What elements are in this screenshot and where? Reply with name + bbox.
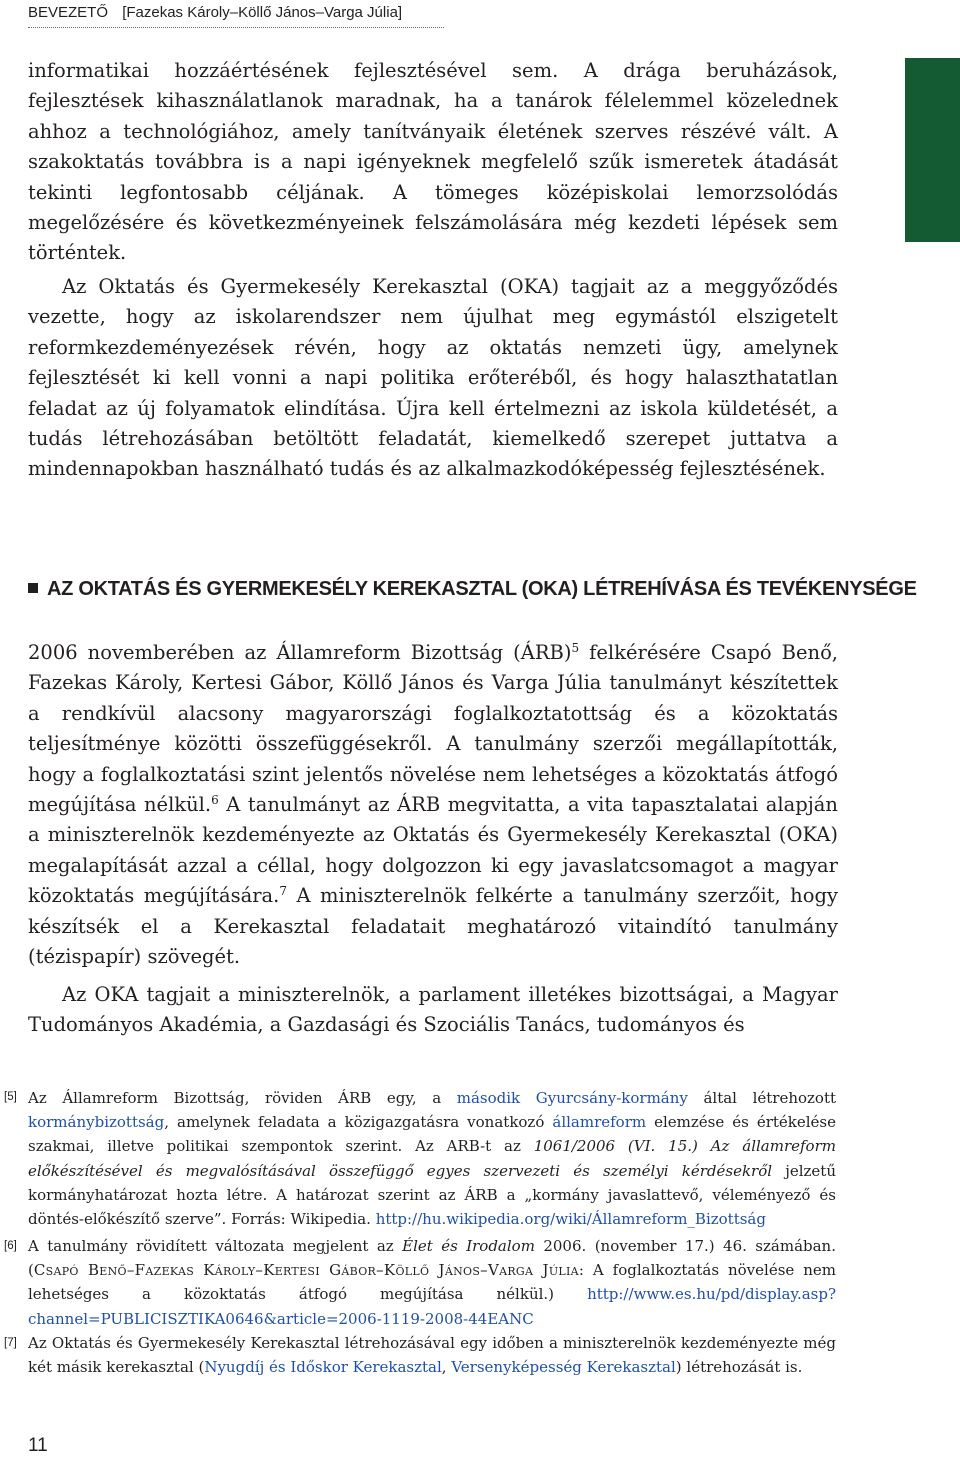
link-nyugdij-es-idoskor-kerekasztal[interactable]: Nyugdíj és Időskor Kerekasztal [204, 1358, 442, 1377]
footnote-ref-6[interactable]: 6 [211, 793, 219, 808]
footnote-text: , [441, 1358, 452, 1377]
footnote-6 [28, 1234, 836, 1331]
footnote-text: , amelynek feladata a közigazgatásra vonatkozó [164, 1113, 553, 1132]
footnote-italic-journal: Élet és Irodalom [402, 1237, 535, 1255]
footnote-text: 2006. (november 17.) 46. számában. ( [28, 1237, 836, 1280]
footnote-text: jelzetű kormányhatározat hozta létre. A határozat szerint az ÁRB a „kormány javaslattevő, véleményező és döntés-előkészítő szerve”. Forrás: Wikipedia. [28, 1161, 836, 1229]
link-allamreform[interactable]: államreform [552, 1113, 647, 1132]
link-es-hu-article[interactable]: http://www.es.hu/pd/display.asp?channel=PUBLICISZTIKA0646&article=2006-1119-2008-44EANC [28, 1285, 836, 1328]
footnote-ref-7[interactable]: 7 [279, 884, 287, 899]
section-paragraph-1-text-d: A miniszterelnök felkérte a tanulmány szerzőit, hogy készítsék el a Kerekasztal feladatait meghatározó vitaindító tanulmány (tézispapír) szövegét. [28, 884, 838, 969]
footnote-italic-title: 1061/2006 (VI. 15.) Az államreform előkészítésével és megvalósításával összefüggő egyes szervezeti és személyi kérdésekről [28, 1137, 836, 1180]
footnote-text: által létrehozott [687, 1089, 836, 1107]
running-head-section: BEVEZETŐ [28, 4, 109, 21]
page-number: 11 [28, 1435, 48, 1456]
footnote-number-7: [7] [4, 1337, 17, 1349]
running-head-rule [28, 27, 444, 28]
chapter-side-tab [905, 58, 960, 242]
section-paragraph-1-text-a: 2006 novemberében az Államreform Bizottság (ÁRB) [28, 641, 572, 664]
section-paragraph-2-text: Az OKA tagjait a miniszterelnök, a parlament illetékes bizottságai, a Magyar Tudományos Akadémia, a Gazdasági és Szociális Tanács, tudományos és [28, 983, 838, 1037]
running-head [28, 4, 402, 21]
footnote-text: : A foglalkoztatás növelése nem lehetséges a közoktatás átfogó megújítása nélkül.) [28, 1261, 836, 1304]
section-paragraph-2 [28, 980, 838, 1041]
section-heading-text: AZ OKTATÁS ÉS GYERMEKESÉLY KEREKASZTAL (OKA) LÉTREHÍVÁSA ÉS TEVÉKENYSÉGE [47, 578, 917, 600]
footnote-authors-smallcaps: Csapó Benő–Fazekas Károly–Kertesi Gábor–Köllő János–Varga Júlia [33, 1261, 579, 1280]
footnote-5 [28, 1086, 836, 1231]
body-paragraph-2-text: Az Oktatás és Gyermekesély Kerekasztal (OKA) tagjait az a meggyőződés vezette, hogy az iskolarendszer nem újulhat meg egymástól elszigetelt reformkezdeményezések révén, hogy az oktatás nemzeti ügy, amelynek fejlesztését ki kell vonni a napi politika erőteréből, és hogy halaszthatatlan feladat az új folyamatok elindítása. Újra kell értelmezni az iskola küldetését, a tudás létrehozásában betöltött feladatát, kiemelkedő szerepet juttatva a mindennapokban használható tudás és az alkalmazkodóképesség fejlesztésének. [28, 275, 838, 481]
section-paragraph-1 [28, 638, 838, 972]
link-kormanybizottsag[interactable]: kormánybizottság [28, 1113, 165, 1132]
square-bullet-icon [28, 583, 38, 593]
footnote-text: Az Államreform Bizottság, röviden ÁRB egy, a [28, 1089, 457, 1107]
link-wikipedia-allamreform-bizottsag[interactable]: http://hu.wikipedia.org/wiki/Államreform_Bizottság [375, 1210, 766, 1229]
footnote-number-6: [6] [4, 1240, 17, 1252]
footnote-text: ) létrehozását is. [675, 1358, 803, 1377]
section-paragraph-1-text-b: felkérésére Csapó Benő, Fazekas Károly, Kertesi Gábor, Köllő János és Varga Júlia tanulmányt készítettek a rendkívül alacsony magyarországi foglalkoztatottság és a közoktatás teljesítménye közötti összefüggésekről. A tanulmány szerzői megállapították, hogy a foglalkoztatási szint jelentős növelése nem lehetséges a közoktatás átfogó megújítása nélkül. [28, 641, 839, 817]
body-paragraph-2 [28, 272, 838, 485]
footnote-ref-5[interactable]: 5 [571, 641, 580, 655]
body-paragraph-1: informatikai hozzáértésének fejlesztésével sem. A drága beruházások, fejlesztések kihasználatlanok maradnak, ha a tanárok félelemmel közelednek ahhoz a technológiához, amely tanítványaik életének szerves részévé vált. A szakoktatás továbbra is a napi igényeknek megfelelő szűk ismeretek átadását tekinti legfontosabb céljának. A tömeges középiskolai lemorzsolódás megelőzésére és következményeinek felszámolására még kezdeti lépések sem történtek. [28, 59, 838, 265]
section-paragraph-1-text-c: A tanulmányt az ÁRB megvitatta, a vita tapasztalatai alapján a miniszterelnök kezdeményezte az Oktatás és Gyermekesély Kerekasztal (OKA) megalapítását azzal a céllal, hogy dolgozzon ki egy javaslatcsomagot a magyar közoktatás megújítására. [28, 793, 838, 908]
running-head-authors: [Fazekas Károly–Köllő János–Varga Júlia] [122, 4, 403, 21]
section-heading [28, 578, 917, 601]
footnote-text: Az Oktatás és Gyermekesély Kerekasztal létrehozásával egy időben a miniszterelnök kezdeményezte még két másik kerekasztal ( [28, 1334, 836, 1377]
footnote-7 [28, 1331, 836, 1379]
footnote-number-5: [5] [4, 1091, 17, 1103]
footnote-text: A tanulmány rövidített változata megjelent az [28, 1237, 403, 1255]
link-versenykepesseg-kerekasztal[interactable]: Versenyképesség Kerekasztal [451, 1358, 676, 1377]
link-masodik-gyurcsany-kormany[interactable]: második Gyurcsány-kormány [456, 1089, 688, 1107]
footnote-text: elemzése és értékelése szakmai, illetve politikai szempontok szerint. Az ARB-t az [28, 1113, 836, 1156]
